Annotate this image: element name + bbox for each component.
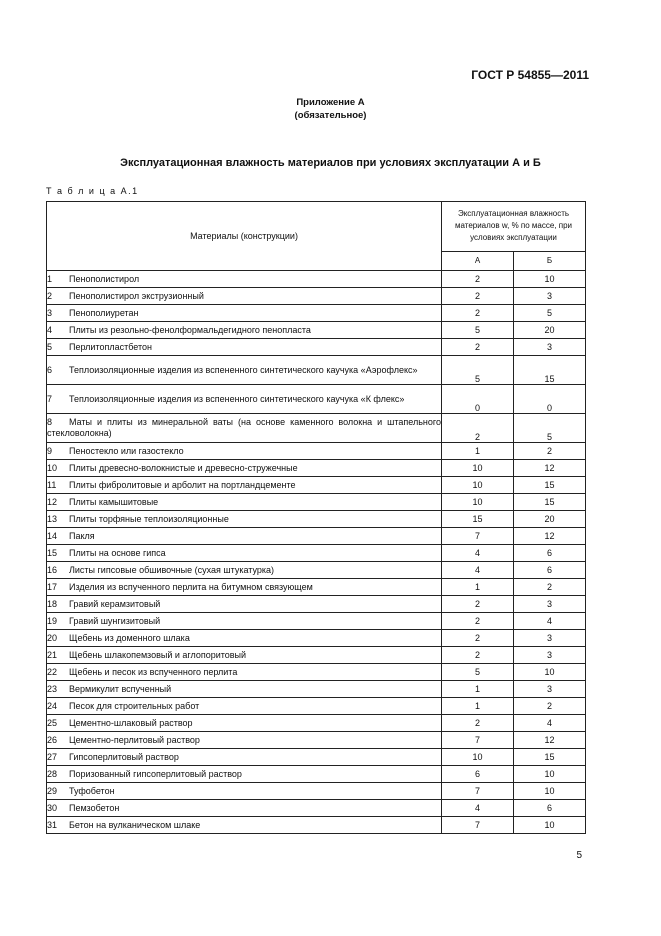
appendix-title: Приложение А [296,97,365,108]
row-number: 19 [47,615,58,626]
row-number: 11 [47,479,57,490]
value-condition-a: 1 [442,579,514,596]
material-label: Пенополистирол экструзионный [69,290,204,301]
value-condition-b: 12 [514,460,586,477]
page-number: 5 [576,850,582,861]
header-humidity: Эксплуатационная влажность материалов w, % по массе, при условиях эксплуатации [442,202,586,252]
material-label: Гипсоперлитовый раствор [69,751,179,762]
material-label: Щебень и песок из вспученного перлита [69,666,238,677]
document-title: Эксплуатационная влажность материалов при условиях эксплуатации А и Б [120,157,541,169]
material-name [47,271,442,288]
value-condition-b: 6 [514,562,586,579]
row-number: 23 [47,683,58,694]
material-label: Цементно-перлитовый раствор [69,734,200,745]
material-name [47,613,442,630]
table-row [47,596,586,613]
material-name [47,715,442,732]
row-number: 16 [47,564,58,575]
material-name [47,528,442,545]
row-number: 26 [47,734,58,745]
row-number: 18 [47,598,58,609]
row-number: 4 [47,324,53,335]
value-condition-a: 7 [442,528,514,545]
table-row [47,414,586,443]
material-label: Плиты на основе гипса [69,547,166,558]
value-condition-a: 4 [442,800,514,817]
value-condition-a: 2 [442,414,514,443]
row-number: 6 [47,364,53,375]
value-condition-b: 10 [514,664,586,681]
value-condition-a: 2 [442,630,514,647]
table-row [47,460,586,477]
table-row [47,698,586,715]
value-condition-a: 2 [442,613,514,630]
header-condition-b: Б [514,251,586,270]
value-condition-a: 2 [442,305,514,322]
material-label: Цементно-шлаковый раствор [69,717,193,728]
row-number: 17 [47,581,58,592]
value-condition-a: 10 [442,494,514,511]
value-condition-a: 7 [442,817,514,834]
table-row [47,715,586,732]
material-name [47,647,442,664]
value-condition-b: 10 [514,783,586,800]
material-name [47,460,442,477]
value-condition-a: 1 [442,681,514,698]
value-condition-a: 4 [442,562,514,579]
value-condition-b: 20 [514,511,586,528]
material-label: Песок для строительных работ [69,700,200,711]
material-name [47,630,442,647]
value-condition-b: 4 [514,613,586,630]
row-number: 8 [47,417,53,427]
material-name [47,494,442,511]
table-row [47,766,586,783]
material-label: Туфобетон [69,785,115,796]
value-condition-b: 2 [514,443,586,460]
standard-number: ГОСТ Р 54855—2011 [471,68,589,82]
material-label: Пенополистирол [69,273,140,284]
value-condition-b: 3 [514,339,586,356]
value-condition-a: 2 [442,339,514,356]
value-condition-b: 5 [514,414,586,443]
material-name [47,681,442,698]
material-name [47,288,442,305]
value-condition-a: 6 [442,766,514,783]
value-condition-b: 2 [514,579,586,596]
material-label: Листы гипсовые обшивочные (сухая штукатурка) [69,564,275,575]
table-row [47,579,586,596]
value-condition-b: 2 [514,698,586,715]
row-number: 25 [47,717,58,728]
row-number: 24 [47,700,58,711]
table-row [47,322,586,339]
material-label: Теплоизоляционные изделия из вспененного синтетического каучука «К флекс» [69,393,405,404]
row-number: 30 [47,802,58,813]
value-condition-a: 5 [442,322,514,339]
value-condition-a: 2 [442,288,514,305]
material-name [47,800,442,817]
material-label: Плиты торфяные теплоизоляционные [69,513,229,524]
material-label: Маты и плиты из минеральной ваты (на основе каменного волокна и штапельного стекловолокна) [47,417,441,438]
table-row [47,339,586,356]
row-number: 20 [47,632,58,643]
material-name [47,477,442,494]
material-label: Поризованный гипсоперлитовый раствор [69,768,242,779]
value-condition-a: 2 [442,596,514,613]
value-condition-b: 3 [514,647,586,664]
table-row [47,681,586,698]
row-number: 31 [47,819,58,830]
row-number: 1 [47,273,53,284]
material-label: Щебень шлакопемзовый и аглопоритовый [69,649,247,660]
value-condition-b: 4 [514,715,586,732]
material-label: Гравий керамзитовый [69,598,161,609]
value-condition-a: 1 [442,698,514,715]
material-label: Пакля [69,530,95,541]
table-row [47,477,586,494]
table-row [47,545,586,562]
material-name [47,579,442,596]
value-condition-b: 15 [514,356,586,385]
row-number: 7 [47,393,53,404]
material-name [47,305,442,322]
value-condition-a: 5 [442,356,514,385]
material-label: Бетон на вулканическом шлаке [69,819,201,830]
table-row [47,749,586,766]
material-label: Вермикулит вспученный [69,683,172,694]
row-number: 13 [47,513,58,524]
material-name [47,322,442,339]
row-number: 27 [47,751,58,762]
header-materials: Материалы (конструкции) [47,202,442,271]
material-name [47,385,442,414]
value-condition-b: 0 [514,385,586,414]
value-condition-a: 10 [442,460,514,477]
value-condition-a: 0 [442,385,514,414]
value-condition-a: 15 [442,511,514,528]
material-label: Плиты фибролитовые и арболит на портландцементе [69,479,296,490]
value-condition-b: 3 [514,288,586,305]
row-number: 3 [47,307,53,318]
value-condition-b: 6 [514,800,586,817]
value-condition-b: 10 [514,817,586,834]
table-row [47,732,586,749]
material-label: Теплоизоляционные изделия из вспененного синтетического каучука «Аэрофлекс» [69,364,418,375]
value-condition-a: 1 [442,443,514,460]
table-row [47,443,586,460]
table-row [47,630,586,647]
material-label: Изделия из вспученного перлита на битумном связующем [69,581,313,592]
table-row [47,356,586,385]
value-condition-a: 2 [442,647,514,664]
table-row [47,494,586,511]
table-row [47,528,586,545]
material-name [47,766,442,783]
material-label: Гравий шунгизитовый [69,615,161,626]
material-name [47,545,442,562]
material-name [47,596,442,613]
value-condition-a: 4 [442,545,514,562]
material-name [47,664,442,681]
material-label: Плиты камышитовые [69,496,159,507]
row-number: 14 [47,530,58,541]
material-label: Перлитопластбетон [69,341,152,352]
table-row [47,783,586,800]
material-name [47,414,442,443]
table-label: Т а б л и ц а А.1 [46,186,139,196]
value-condition-b: 12 [514,528,586,545]
table-row [47,288,586,305]
material-name [47,356,442,385]
table-row [47,271,586,288]
value-condition-b: 6 [514,545,586,562]
material-name [47,817,442,834]
value-condition-b: 15 [514,749,586,766]
material-label: Плиты древесно-волокнистые и древесно-стружечные [69,462,298,473]
material-label: Плиты из резольно-фенолформальдегидного пенопласта [69,324,311,335]
row-number: 15 [47,547,58,558]
value-condition-a: 5 [442,664,514,681]
row-number: 9 [47,445,53,456]
value-condition-a: 2 [442,271,514,288]
value-condition-a: 10 [442,477,514,494]
value-condition-b: 20 [514,322,586,339]
row-number: 21 [47,649,58,660]
value-condition-b: 3 [514,630,586,647]
value-condition-a: 7 [442,732,514,749]
material-name [47,443,442,460]
value-condition-b: 5 [514,305,586,322]
table-row [47,800,586,817]
table-row [47,511,586,528]
row-number: 29 [47,785,58,796]
material-label: Пенополиуретан [69,307,139,318]
value-condition-b: 12 [514,732,586,749]
value-condition-a: 10 [442,749,514,766]
value-condition-b: 10 [514,271,586,288]
header-condition-a: А [442,251,514,270]
table-row [47,613,586,630]
humidity-table [46,201,586,834]
value-condition-b: 10 [514,766,586,783]
row-number: 2 [47,290,53,301]
table-row [47,305,586,322]
material-name [47,511,442,528]
value-condition-b: 15 [514,494,586,511]
row-number: 5 [47,341,53,352]
row-number: 22 [47,666,58,677]
material-label: Щебень из доменного шлака [69,632,190,643]
value-condition-a: 7 [442,783,514,800]
appendix-subtitle: (обязательное) [294,110,367,121]
value-condition-b: 3 [514,596,586,613]
row-number: 12 [47,496,58,507]
material-name [47,783,442,800]
table-row [47,562,586,579]
table-row [47,385,586,414]
material-name [47,562,442,579]
material-name [47,732,442,749]
material-label: Пеностекло или газостекло [69,445,184,456]
row-number: 28 [47,768,58,779]
table-row [47,817,586,834]
appendix-heading [0,96,661,122]
material-name [47,698,442,715]
value-condition-b: 3 [514,681,586,698]
material-name [47,749,442,766]
value-condition-b: 15 [514,477,586,494]
material-label: Пемзобетон [69,802,120,813]
material-name [47,339,442,356]
row-number: 10 [47,462,58,473]
value-condition-a: 2 [442,715,514,732]
table-row [47,664,586,681]
table-row [47,647,586,664]
